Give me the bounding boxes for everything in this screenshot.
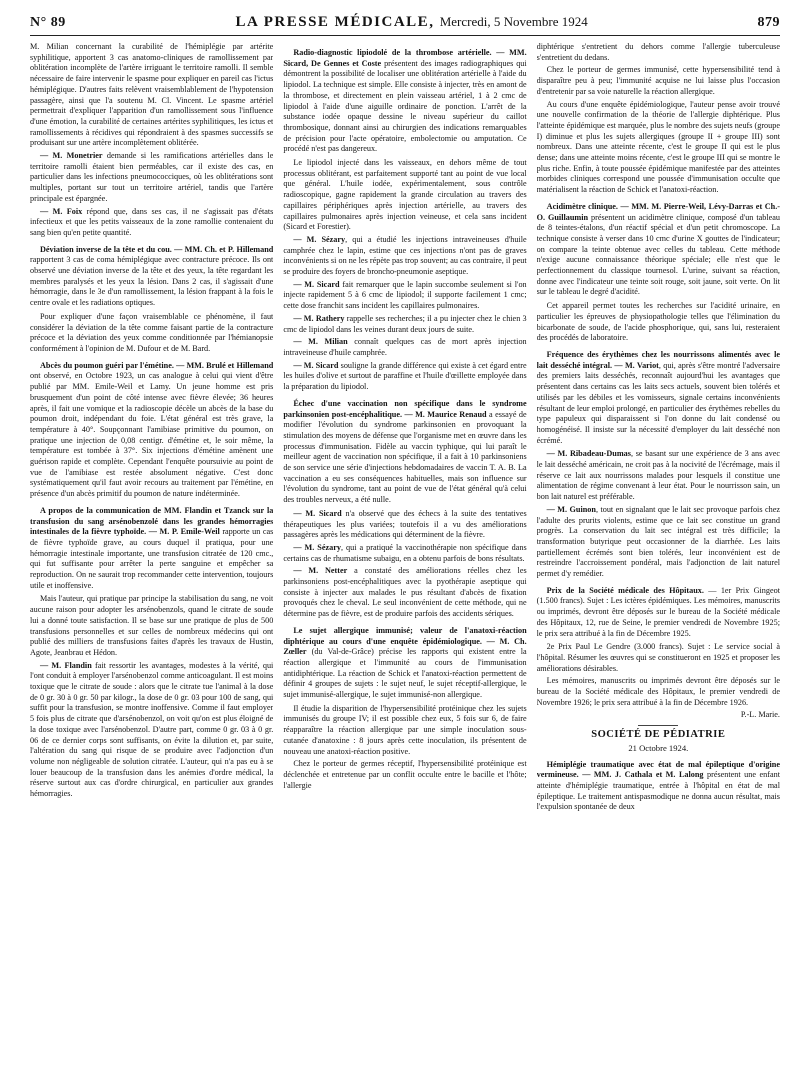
paragraph-text: Au cours d'une enquête épidémiologique, l'auteur pense avoir trouvé une nouvelle confirmation de la théorie de l'allergie diphtérique. Plus l'atteinte épidémique est marquée, plus le nombre des sujets neufs (groupe I) diminue et plus les sujets allergiques (groupe II + groupe III) sont nombreux. Dans une atteinte récente, c'est le groupe II qui est le plus dense; dans une atteinte moins récente, c'est le groupe III qui se montre le plus riche. Enfin, à toute poussée épidémique manifestée par des atteintes morbides cliniques correspond une poussée d'immunisation occulte que matérialisent la réaction de Schick et l'anatoxi-réaction.	[536, 99, 780, 195]
paragraph-text: présentent une enfant atteinte d'hémiplégie traumatique, entrée à l'hôpital en état de mal épileptique. Le traitement antispasmodique ne donna aucun résultat, mais l'expulsion spontanée de deux	[536, 770, 780, 812]
paragraph-heading: Acidimètre clinique. — MM. M. Pierre-Weil, Lévy-Darras et Ch.-O. Guillaumin	[536, 201, 780, 222]
paragraph-heading: — M. Milian	[293, 337, 348, 347]
paragraph-text: Chez le porteur de germes immunisé, cette hypersensibilité tend à disparaître peu à peu; l'immunité acquise ne lui laisse plus l'occasion d'entretenir par sa voie naturelle la réaction allergique.	[536, 65, 780, 96]
paragraph	[283, 759, 526, 791]
paragraph-heading: Prix de la Société médicale des Hôpitaux.	[546, 585, 704, 595]
paragraph	[537, 350, 780, 446]
paragraph-text: Les mémoires, manuscrits ou imprimés devront être déposés sur le bureau de la Société médicale des Hôpitaux, le premier vendredi de Novembre 1926; le prix sera attribué à la fin de Décembre 1926.	[536, 676, 780, 707]
paragraph-heading: Hémiplégie traumatique avec état de mal épileptique d'origine vermineuse. — MM. J. Cathala et M. Lalong	[536, 759, 780, 780]
paragraph	[283, 509, 526, 541]
paragraph	[30, 661, 273, 800]
paragraph-text: ont observé, en Octobre 1923, un cas analogue à celui qui vient d'être publié par MM. Emile-Weil et Lamy. Un jeune homme est pris brusquement d'un point de côté intense avec fièvre élevée; 36 heures après, il fait une vomique et la radioscopie décèle un abcès de la base du poumon droit, indépendant du foie. L'état général est très grave, la température à 40°. Soupçonnant l'amibiase primitive du poumon, on pratique une injection de 0,08 centigr. d'émétine et, le soir même, la température est tombée à 37°. Six injections d'émétine amènent une guérison rapide et complète. Cependant l'enquête poursuivie au point de vue de l'amibiase est restée absolument négative. C'est donc systématiquement qu'il faut avoir recours au traitement par l'émétine, en présence d'un abcès primitif du poumon de nature indéterminée.	[30, 371, 274, 499]
paragraph-text: rapportent 3 cas de coma hémiplégique avec contracture précoce. Ils ont observé une déviation inverse de la tête et des yeux, la tête regardant les membres paralysés et les yeux la lésion. Dans 2 cas, il s'agissait d'une hémorragie, dans le 3e d'un ramollissement, la lésion frappant à la fois le centre ovale et les radiations optiques.	[30, 255, 274, 308]
paragraph-text: Mais l'auteur, qui pratique par principe la stabilisation du sang, ne voit aucune raison pour adopter les arsénobenzols, quand le citrate de soude lui a donné toute satisfaction. Il se base sur une pratique de plus de 500 transfusions personnelles et sur celles de nombreux médecins qui ont publié des milliers de transfusions faites d'après les travaux de Hustin, Agote, Jeanbrau et Hédon.	[30, 594, 274, 657]
paragraph	[537, 676, 780, 708]
paragraph	[30, 245, 273, 309]
section-divider	[638, 725, 678, 726]
paragraph-text: a constaté des améliorations réelles chez les parkinsoniens post-encéphalitiques avec la pyothérapie aseptique qui consiste à injecter aux malades le pus résultant d'abcès de fixation provoqués chez le cheval. Le seul inconvénient de cette méthode, qui ne détermine pas de fièvre, est de produire parfois des accidents sériques.	[283, 566, 527, 619]
paragraph-text: présentent des images radiographiques qui démontrent la possibilité de localiser une oblitération artérielle à l'aide du lipiodol. La technique est simple. Elle consiste à injecter, très en amont de la thrombose, et directement en plein vaisseau artériel, 1 à 2 cmc de lipiodol à l'aide d'une aiguille ordinaire de ponction. L'arrêt de la substance iodée opaque dessine le niveau supérieur du caillot thrombosique, donnant ainsi au chirurgien des indications remarquables de précision pour l'acte opératoire, embolectomie ou amputation. Ce procédé n'est pas dangereux.	[283, 58, 527, 154]
paragraph	[283, 235, 526, 278]
paragraph-text: demande si les ramifications artérielles dans le territoire ramolli étaient bien perméables, car il existe des cas, en particulier dans les infections pneumococciques, où les oblitérations sont multiples, portant sur tout un territoire artériel, tandis que l'artère principale est épargnée.	[30, 151, 274, 203]
paragraph	[537, 586, 780, 640]
paragraph	[283, 158, 526, 233]
paragraph-heading: Abcès du poumon guéri par l'émétine. — MM. Brulé et Hillemand	[40, 360, 274, 370]
page-number: 879	[757, 15, 780, 30]
paragraph	[30, 594, 273, 658]
paragraph-text: rappelle ses recherches; il a pu injecter chez le chien 3 cmc de lipiodol dans les veines durant deux jours de suite.	[283, 313, 527, 334]
paragraph-text: a essayé de modifier l'évolution du syndrome parkinsonien en provoquant la stimulation des moyens de défense que l'organisme met en œuvre dans les processus d'immunisation. Fidèle au vaccin typhique, qui lui paraît le meilleur agent de vaccination non spécifique, il a fait à 10 parkinsoniens de son service une série d'injections hebdomadaires de vaccin T. A. B. La vaccination a eu ses conséquences habituelles, mais son influence sur l'évolution du syndrome, tant au point de vue de l'état général qu'à celui des troubles nerveux, a été nulle.	[283, 409, 527, 505]
journal-title: LA PRESSE MÉDICALE,	[235, 14, 435, 30]
text-columns	[30, 42, 780, 1082]
running-header	[30, 14, 780, 36]
column-3	[537, 42, 780, 1082]
paragraph-heading: Le sujet allergique immunisé; valeur de l'anatoxi-réaction diphtérique au cours d'une enquête épidémiologique. — M. Ch. Zœller	[283, 625, 527, 657]
paragraph-heading: Fréquence des érythèmes chez les nourrissons alimentés avec le lait desséché intégral. — M. Variot	[536, 349, 780, 370]
paragraph	[537, 449, 780, 503]
paragraph-text: — 1er Prix Gingeot (1.500 francs). Sujet : Les ictères épidémiques. Les mémoires, manuscrits ou imprimés, devront être déposés sur le bureau de la Société médicale des Hôpitaux, 12, rue de Seine, le premier vendredi de Novembre 1925; le prix sera attribué à la fin de Décembre 1925.	[536, 585, 780, 638]
paragraph-heading: — M. Sicard	[293, 508, 342, 518]
paragraph-text: présentent un acidimètre clinique, composé d'un tableau de 8 teintes-étalons, d'un réactif spécial et d'un petit chromoscope. La technique consiste à verser dans 10 cmc d'urine X gouttes de l'indicateur; on compare la teinte obtenue avec celles du tableau. Cette méthode n'exige aucune connaissance théorique spéciale; elle n'est que le perfectionnement du classique tournesol. L'urine, suivant sa réaction, donne avec l'indicateur une teinte soit rouge, soit jaune, soit verte. On lit sur le tableau le degré d'acidité.	[536, 212, 780, 297]
paragraph-text: Le lipiodol injecté dans les vaisseaux, en dehors même de tout processus oblitérant, est parfaitement supporté tant au point de vue local que général. L'huile iodée, expérimentalement, sous contrôle radioscopique, gagne rapidement la grande circulation au travers des capillaires périphériques après injection artérielle, au travers des capillaires pulmonaires après injection veineuse, et cela sans incident (Sicard et Forestier).	[283, 158, 527, 232]
paragraph-text: , qui, après s'être montré l'adversaire des premiers laits desséchés, reconnaît aujourd'hui les avantages que présentent dans certains cas les laits secs actuels, souvent bien tolérés et utilisés par les débiles et les vomisseurs, signale certains inconvénients résultant de leur emploi prolongé, en particulier des érythèmes rebelles du type papuleux qui disparaissent si l'on donne du lait condensé ou homogénéisé. Il insiste sur la nécessité d'employer du lait desséché non écrémé.	[536, 360, 780, 445]
paragraph-heading: — M. Netter	[293, 566, 348, 576]
paragraph-text: fait remarquer que le lapin succombe seulement si l'on injecte rapidement 5 à 6 cmc de lipiodol; il supporte facilement 1 cmc; cette dose franchit sans incident les capillaires pulmonaires.	[283, 279, 527, 311]
paragraph-text: 2e Prix Paul Le Gendre (3.000 francs). Sujet : Le service social à l'hôpital. Résumer les œuvres qui se constitueront en 1925 et proposer les améliorations désirables.	[536, 642, 780, 673]
issue-number: N° 89	[30, 15, 66, 30]
paragraph-heading: — M. Flandin	[40, 660, 92, 670]
paragraph-text: fait ressortir les avantages, modestes à la vérité, qui l'ont conduit à employer l'arsénobenzol comme anticoagulant. Il est moins toxique que le citrate de soude : alors que le citrate tue l'animal à la dose de 0 gr. 30 à 0 gr. 50 par kilogr., la dose de 0 gr. 03 pour 100 de sang, qui suffit pour la transfusion, se montre inoffensive. Comme il faut employer 5 fois plus de citrate que d'arsénobenzol, on voit qu'on est plus éloigné de la dose toxique avec l'arsénobenzol. D'autre part, comme 0 gr. 03 à 0 gr. 06 de ce dernier corps sont suffisants, on évite la dilution et, par suite, l'altération du sang qui risque de se produire avec l'adjonction d'un volume non négligeable de solution citratée. L'auteur, qui n'a pas eu à se louer beaucoup de la transfusion dans les anémies d'ordre médical, la réserve surtout aux cas d'ordre chirurgical, en particulier aux grandes hémorragies.	[30, 660, 274, 799]
issue-date: Mercredi, 5 Novembre 1924	[439, 14, 588, 29]
paragraph	[283, 704, 526, 758]
paragraph-text: répond que, dans ses cas, il ne s'agissait pas d'états infectieux et que les petits vaisseaux de la zone ramollie contenaient du sang bien qu'en petite quantité.	[30, 206, 274, 237]
column-3-body	[537, 42, 780, 708]
paragraph-text: Cet appareil permet toutes les recherches sur l'acidité urinaire, en particulier les épreuves de physiopathologie telles que l'élimination du bicarbonate de soude, de l'acide phosphorique, qui, sans lui, resteraient des procédés de laboratoire.	[536, 301, 780, 343]
paragraph-heading: — M. Monetrier	[40, 151, 103, 161]
paragraph-text: (du Val-de-Grâce) précise les rapports qui existent entre la réaction allergique et l'immunité au cours de l'immunisation antidiphtérique. La réaction de Schick et l'anatoxi-réaction permettent de définir 4 groupes de sujets : le sujet neuf, le sujet réceptif-allergique, le sujet immunisé-allergique, le sujet immunisé-non allergique.	[283, 647, 527, 700]
paragraph-heading: Déviation inverse de la tête et du cou. — MM. Ch. et P. Hillemand	[40, 244, 274, 254]
paragraph	[537, 42, 780, 63]
paragraph	[537, 100, 780, 196]
paragraph	[30, 207, 273, 239]
paragraph-text: Il étudie la disparition de l'hypersensibilité protéinique chez les sujets immunisés du groupe IV; il est possible chez eux, 5 fois sur 6, de faire réapparaître la réaction allergique par une simple inoculation sous-cutanée d'anatoxine : 8 jours après cette inoculation, ils présentent de nouveau une anatoxi-réaction positive.	[283, 703, 527, 756]
paragraph	[537, 65, 780, 97]
paragraph-text: rapporte un cas de fièvre typhoïde grave, au cours duquel il pratiqua, pour une hémorragie intestinale importante, une transfusion citratée de 120 cmc., qui fut suffisante pour arrêter la perte sanguine et empêcher sa reproduction. On ne saurait trop recommander cette intervention, toujours utile et inoffensive.	[30, 527, 274, 590]
paragraph-heading: — M. Foix	[40, 206, 83, 216]
paragraph	[537, 301, 780, 344]
paragraph-text: Pour expliquer d'une façon vraisemblable ce phénomène, il faut considérer la déviation de la tête comme faisant partie de la contracture précoce et la déviation des yeux comme conditionnée par l'hémianopsie conformément à l'opinion de M. Dufour et de M. Bard.	[30, 311, 274, 353]
paragraph	[283, 337, 526, 358]
paragraph-heading: — M. Sézary	[293, 542, 341, 552]
paragraph-text: n'a observé que des échecs à la suite des tentatives thérapeutiques les plus variées; toutefois il a vu des améliorations passagères après les médications qui déterminent de la fièvre.	[283, 508, 527, 540]
paragraph	[283, 280, 526, 312]
paragraph	[537, 505, 780, 580]
paragraph	[283, 626, 526, 701]
paragraph-heading: — M. Guinon	[546, 504, 596, 514]
paragraph	[30, 312, 273, 355]
paragraph-heading: Radio-diagnostic lipiodolé de la thrombose artérielle. — MM. Sicard, De Gennes et Coste	[283, 48, 527, 68]
paragraph	[283, 314, 526, 335]
paragraph-text: diphtérique s'entretient du dehors comme l'allergie tuberculeuse s'entretient du dedans.	[536, 42, 780, 62]
paragraph-text: connaît quelques cas de mort après injection intraveineuse d'huile camphrée.	[283, 337, 527, 357]
paragraph-heading: A propos de la communication de MM. Flandin et Tzanck sur la transfusion du sang arsénobenzolé dans les grandes hémorragies intestinales de la fièvre typhoïde. — M. P. Emile-Weil	[30, 505, 274, 537]
paragraph-heading: — M. Sicard	[293, 279, 340, 289]
paragraph-text: Chez le porteur de germes réceptif, l'hypersensibilité protéinique est déclenchée et entretenue par un conflit occulte entre le bacille et l'hôte; l'allergie	[283, 759, 527, 790]
paragraph-heading: — M. Ribadeau-Dumas	[546, 449, 631, 459]
paragraph-heading: — M. Rathery	[293, 313, 345, 323]
paragraph-text: souligne la grande différence qui existe à cet égard entre les huiles d'olive et surtout de paraffine et l'huile d'œillette employée dans la préparation du lipiodol.	[283, 360, 527, 392]
paragraph-heading: — M. Sézary	[293, 234, 346, 244]
paragraph	[537, 760, 780, 814]
signature: P.-L. Marie.	[740, 710, 780, 720]
paragraph-text: , se basant sur une expérience de 3 ans avec le lait desséché américain, ne croit pas à la nocivité de l'écrémage, mais il réserve ce lait aux nourrissons malades pour lesquels il constitue une alimentation de régime convenant à leur état. Pour le nourrisson sain, un bon lait naturel est préférable.	[536, 449, 780, 502]
column-1	[30, 42, 273, 1082]
paragraph-heading: Échec d'une vaccination non spécifique dans le syndrome parkinsonien post-encéphalitique. — M. Maurice Renaud	[283, 398, 527, 419]
paragraph	[283, 543, 526, 564]
paragraph	[283, 361, 526, 393]
paragraph-text: , qui a pratiqué la vaccinothérapie non spécifique dans certains cas de rhumatisme subaigu, en a obtenu parfois de bons résultats.	[283, 542, 527, 563]
section-date: 21 Octobre 1924.	[628, 742, 689, 753]
paragraph	[537, 642, 780, 674]
paragraph	[30, 42, 273, 149]
paragraph-text: M. Milian concernant la curabilité de l'hémiplégie par artérite syphilitique, apportent 3 cas anatomo-cliniques de ramollissement par oblitération incomplète de l'artère irriguant le territoire ramolli. Il semble nécessaire de faire intervenir le spasme pour expliquer en pareil cas l'ictus hémiplégique. D'autres faits relèvent vraisemblablement de l'hypotension passagère, ainsi que l'a soutenu M. Cl. Vincent. Le spasme artériel permettrait d'expliquer l'apparition d'un ramollissement sous l'influence d'une émotion, la curabilité de certaines artérites syphilitiques, les ictus et ramollissements à récidives qui répondraient à des spasmes successifs se produisant sur une artère incomplètement oblitérée.	[30, 42, 274, 148]
paragraph	[30, 361, 273, 500]
paragraph-heading: — M. Sicard	[293, 360, 339, 370]
paragraph	[283, 566, 526, 620]
paragraph	[283, 399, 526, 506]
section-title: SOCIÉTÉ DE PÉDIATRIE	[591, 729, 726, 741]
paragraph	[283, 48, 526, 155]
paragraph-text: , tout en signalant que le lait sec provoque parfois chez l'adulte des prurits violents, estime que ce lait sec constitue un grand progrès. La conservation du lait sec intégral est très difficile; la transformation butyrique peut occasionner de la diarrhée. Les laits partiellement écrémés sont bien tolérés, leur inconvénient est de restreindre l'accroissement pondéral, mais l'adjonction de lait naturel permet d'y remédier.	[536, 504, 780, 579]
paragraph	[30, 151, 273, 205]
column-2	[283, 42, 526, 1082]
paragraph	[30, 506, 273, 592]
paragraph-text: , qui a étudié les injections intraveineuses d'huile camphrée chez le lapin, estime que ces injections n'ont pas de graves inconvénients si on ne les répète pas trop souvent; au cas contraire, il peut se produire des foyers de broncho-pneumonie aseptique.	[283, 234, 527, 277]
journal-title-line	[235, 14, 587, 31]
paragraph	[537, 202, 780, 298]
